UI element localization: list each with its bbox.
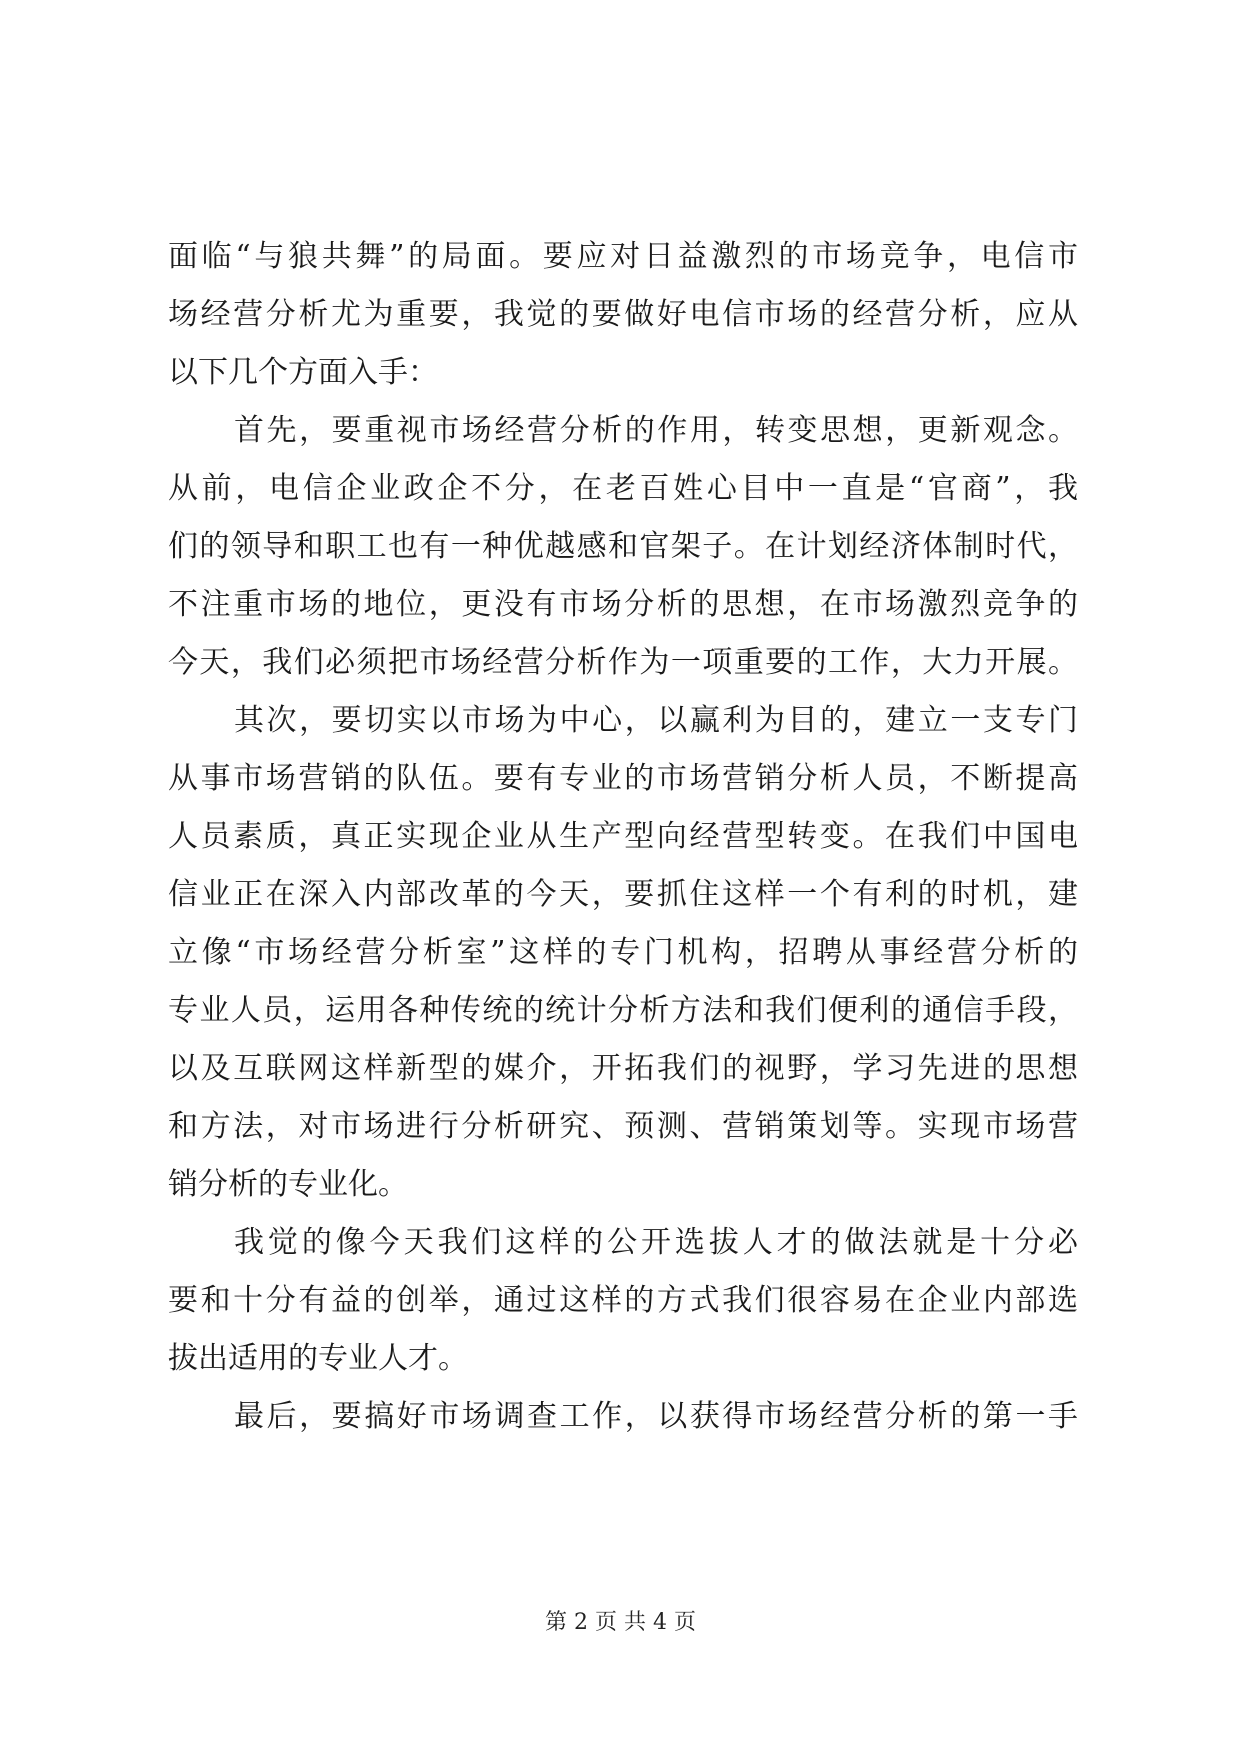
- document-body: [168, 228, 1078, 1446]
- page-number-footer: 第 2 页 共 4 页: [545, 1610, 696, 1635]
- text-line: 和方法，对市场进行分析研究、预测、营销策划等。实现市场营: [168, 1109, 1078, 1144]
- text-line: 不注重市场的地位，更没有市场分析的思想，在市场激烈竞争的: [168, 587, 1078, 622]
- text-line: 场经营分析尤为重要，我觉的要做好电信市场的经营分析，应从: [168, 297, 1078, 332]
- text-line: 人员素质，真正实现企业从生产型向经营型转变。在我们中国电: [168, 819, 1078, 854]
- text-line: 以及互联网这样新型的媒介，开拓我们的视野，学习先进的思想: [168, 1051, 1078, 1086]
- text-line: 信业正在深入内部改革的今天，要抓住这样一个有利的时机，建: [168, 877, 1078, 912]
- text-line: 拔出适用的专业人才。: [168, 1341, 468, 1376]
- text-line: 面临“与狼共舞”的局面。要应对日益激烈的市场竞争，电信市: [168, 239, 1078, 274]
- text-line: 首先，要重视市场经营分析的作用，转变思想，更新观念。: [234, 413, 1078, 448]
- text-line: 从前，电信企业政企不分，在老百姓心目中一直是“官商”，我: [168, 471, 1078, 506]
- text-line: 从事市场营销的队伍。要有专业的市场营销分析人员，不断提高: [168, 761, 1078, 796]
- text-line: 今天，我们必须把市场经营分析作为一项重要的工作，大力开展。: [168, 645, 1078, 680]
- text-line: 要和十分有益的创举，通过这样的方式我们很容易在企业内部选: [168, 1283, 1078, 1318]
- text-line: 立像“市场经营分析室”这样的专门机构，招聘从事经营分析的: [168, 935, 1078, 970]
- text-line: 销分析的专业化。: [168, 1167, 408, 1202]
- text-line: 以下几个方面入手：: [168, 355, 438, 390]
- text-line: 们的领导和职工也有一种优越感和官架子。在计划经济体制时代，: [168, 529, 1078, 564]
- text-line: 最后，要搞好市场调查工作，以获得市场经营分析的第一手: [234, 1399, 1078, 1434]
- text-line: 我觉的像今天我们这样的公开选拔人才的做法就是十分必: [234, 1225, 1078, 1260]
- text-line: 其次，要切实以市场为中心，以赢利为目的，建立一支专门: [234, 703, 1078, 738]
- text-line: 专业人员，运用各种传统的统计分析方法和我们便利的通信手段，: [168, 993, 1078, 1028]
